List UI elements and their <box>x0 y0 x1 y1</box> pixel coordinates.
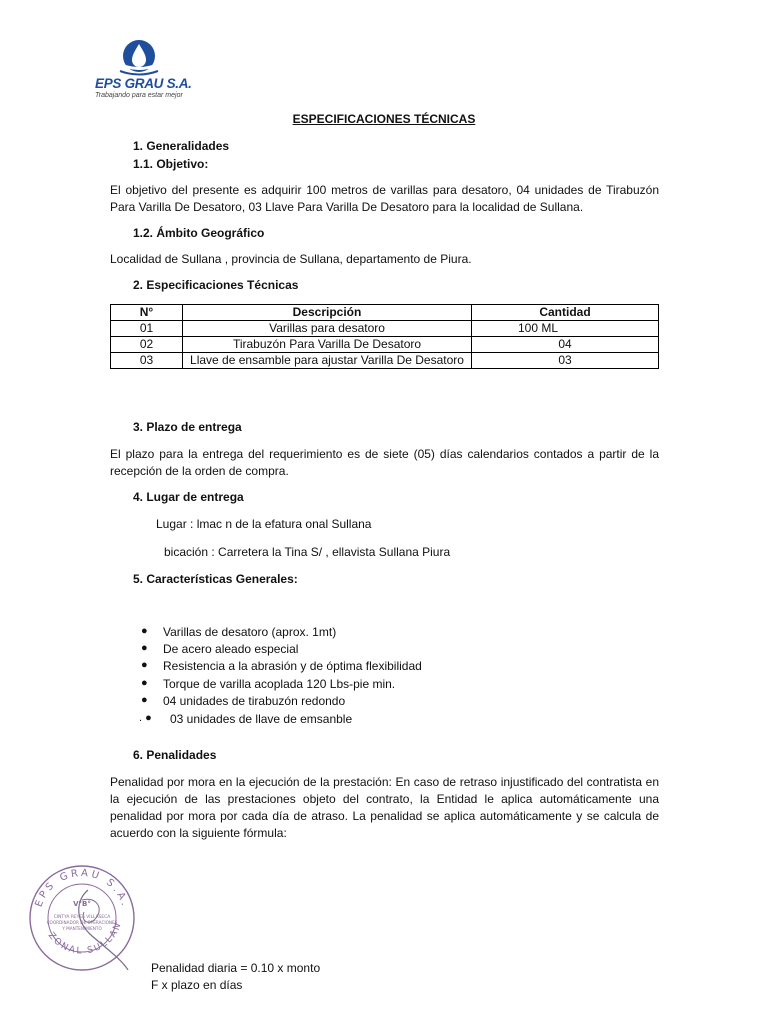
table-cell-number: 02 <box>111 337 183 353</box>
bullet-icon: ● <box>141 642 148 654</box>
table-cell-quantity: 100 ML <box>472 321 659 337</box>
geographic-scope-text: Localidad de Sullana , provincia de Sullana, departamento de Piura. <box>110 252 472 266</box>
table-cell-number: 03 <box>111 353 183 369</box>
delivery-term-paragraph: El plazo para la entrega del requerimiento es de siete (05) días calendarios contados a partir de la recepción de la orden de compra. <box>110 447 659 478</box>
list-item: 04 unidades de tirabuzón redondo <box>163 694 346 708</box>
list-item: Resistencia a la abrasión y de óptima flexibilidad <box>163 659 422 673</box>
list-item: Varillas de desatoro (aprox. 1mt) <box>163 625 337 639</box>
table-row <box>111 353 659 369</box>
stamp-inner-line: Y MANTENIMIENTO <box>62 926 102 931</box>
list-item: De acero aleado especial <box>163 642 299 656</box>
stamp-inner-line: COORDINADOR DE OPERACIONES <box>46 920 118 925</box>
formula-line-1: Penalidad diaria = 0.10 x monto <box>151 961 321 975</box>
section-1-2-heading: 1.2. Ámbito Geográfico <box>133 226 265 240</box>
bullet-icon: ● <box>141 677 148 689</box>
section-4-heading: 4. Lugar de entrega <box>133 490 244 504</box>
table-cell-description: Tirabuzón Para Varilla De Desatoro <box>183 337 472 353</box>
bullet-icon: . ● <box>139 712 152 724</box>
stamp-bottom-text: ZONAL SULLAN <box>45 920 125 957</box>
delivery-location-text: bicación : Carretera la Tina S/ , ellavista Sullana Piura <box>164 545 451 559</box>
section-1-heading: 1. Generalidades <box>133 139 230 153</box>
penalties-paragraph: Penalidad por mora en la ejecución de la prestación: En caso de retraso injustificado del contratista en la ejecución de las prestaciones objeto del contrato, la Entidad le aplica automáticamente una penalidad por mora por cada día de atraso. La penalidad se aplica automáticamente y se calcula de acuerdo con la siguiente fórmula: <box>110 775 659 840</box>
stamp-top-text: EPS GRAU S.A. <box>33 867 131 910</box>
table-cell-number: 01 <box>111 321 183 337</box>
formula-line-2: F x plazo en días <box>151 978 243 992</box>
specifications-table <box>110 304 659 369</box>
section-5-heading: 5. Características Generales: <box>133 572 298 586</box>
section-6-heading: 6. Penalidades <box>133 748 217 762</box>
table-cell-description: Llave de ensamble para ajustar Varilla De Desatoro <box>183 353 472 369</box>
table-row <box>111 321 659 337</box>
official-stamp <box>26 860 138 976</box>
section-2-heading: 2. Especificaciones Técnicas <box>133 278 299 292</box>
table-row <box>111 337 659 353</box>
list-item: 03 unidades de llave de emsanble <box>170 712 353 726</box>
logo-tagline: Trabajando para estar mejor <box>95 92 183 99</box>
stamp-seal-icon <box>26 860 138 976</box>
table-cell-quantity: 03 <box>472 353 659 369</box>
table-header-number: N° <box>111 305 183 321</box>
section-3-heading: 3. Plazo de entrega <box>133 420 242 434</box>
table-cell-quantity: 04 <box>472 337 659 353</box>
bullet-icon: ● <box>141 625 148 637</box>
bullet-icon: ● <box>141 694 148 706</box>
bullet-icon: ● <box>141 659 148 671</box>
objective-paragraph: El objetivo del presente es adquirir 100 metros de varillas para desatoro, 04 unidades de Tirabuzón Para Varilla De Desatoro, 03 Llave Para Varilla De Desatoro para la localidad de Sullana. <box>110 183 659 214</box>
water-drop-logo-icon <box>114 38 164 78</box>
stamp-inner-line: CINTYA REYES VILLASECA <box>53 915 111 920</box>
table-cell-description: Varillas para desatoro <box>183 321 472 337</box>
document-title: ESPECIFICACIONES TÉCNICAS <box>292 112 476 126</box>
logo-name: EPS GRAU S.A. <box>95 76 192 91</box>
section-1-1-heading: 1.1. Objetivo: <box>133 157 209 171</box>
stamp-approval-mark: V°B° <box>73 900 91 908</box>
company-logo <box>86 38 196 102</box>
delivery-place-text: Lugar : lmac n de la efatura onal Sullana <box>156 517 372 531</box>
table-header-quantity: Cantidad <box>472 305 659 321</box>
list-item: Torque de varilla acoplada 120 Lbs-pie min. <box>163 677 396 691</box>
table-header-row <box>111 305 659 321</box>
table-header-description: Descripción <box>183 305 472 321</box>
